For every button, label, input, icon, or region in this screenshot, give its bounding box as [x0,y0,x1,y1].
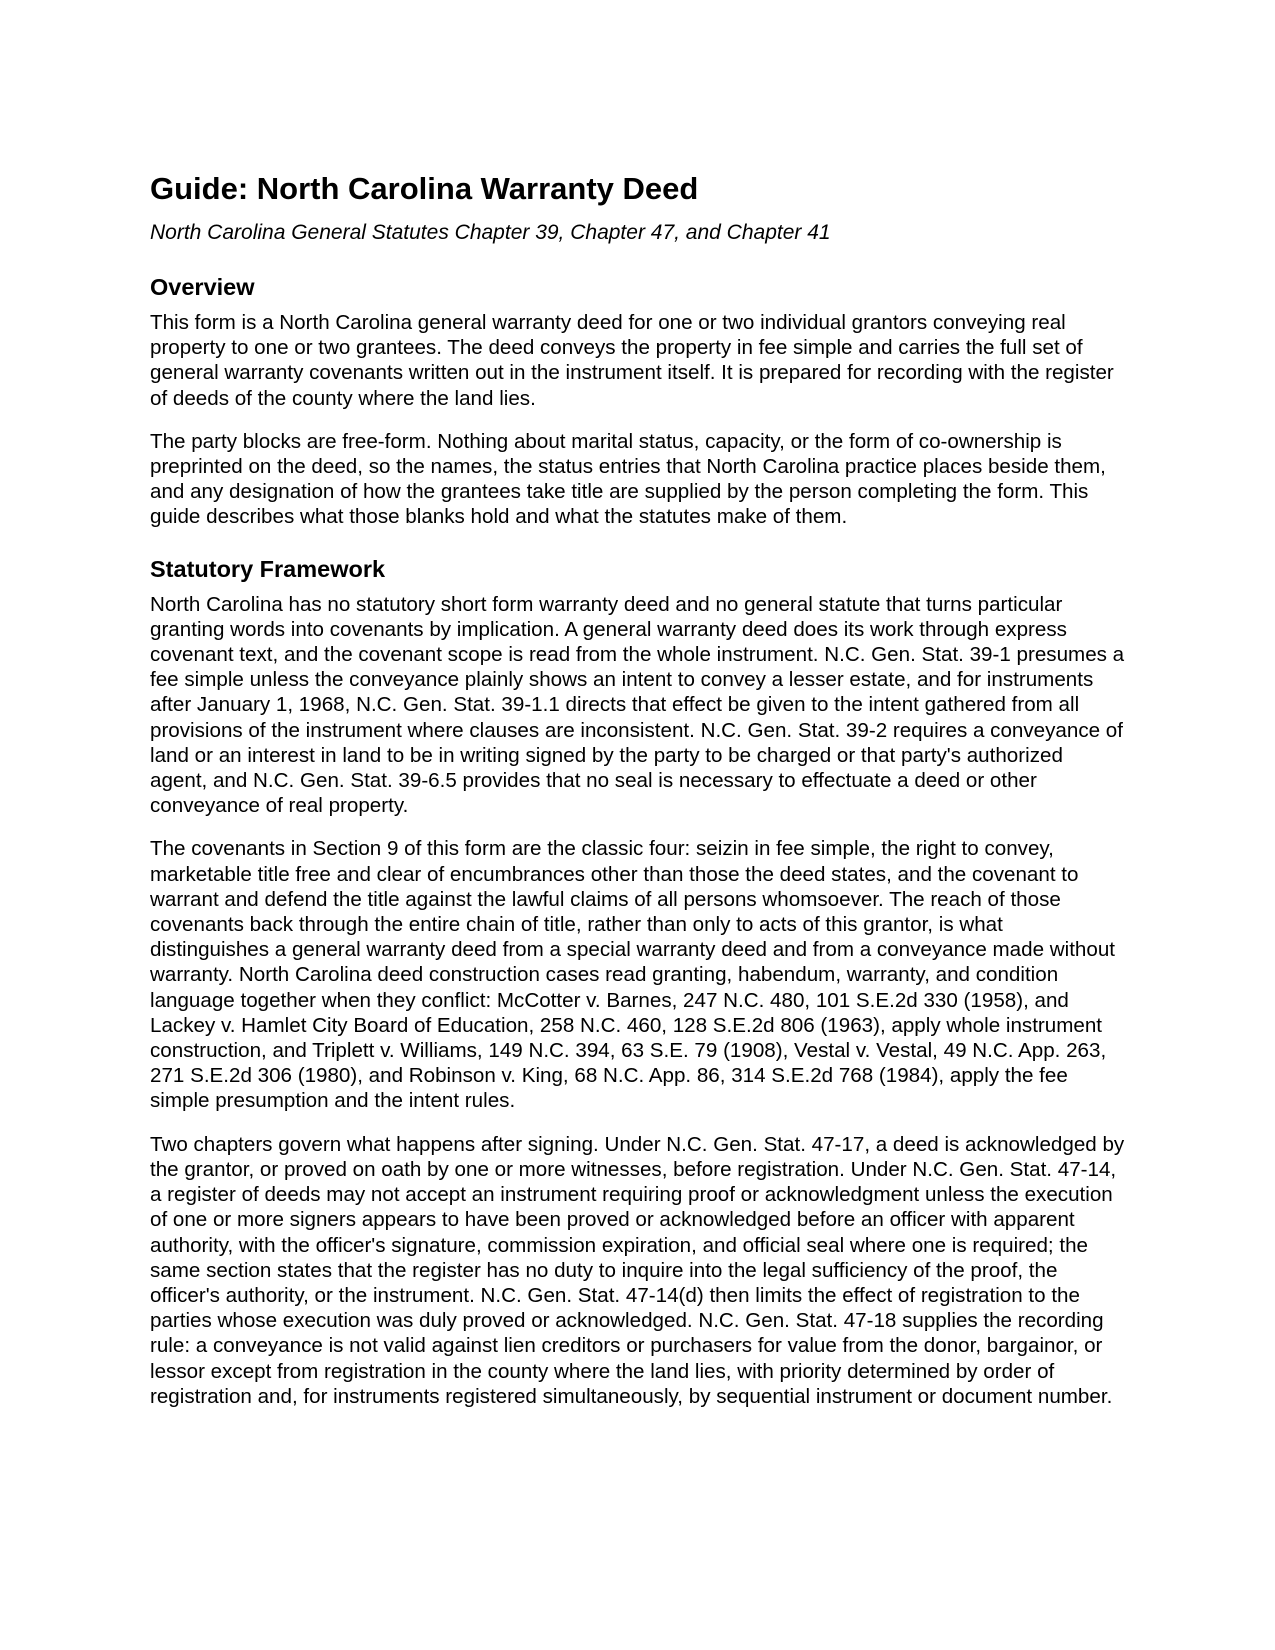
framework-paragraph-1: North Carolina has no statutory short form warranty deed and no general statute that turns particular granting words into covenants by implication. A general warranty deed does its work through express covenant text, and the covenant scope is read from the whole instrument. N.C. Gen. Stat. 39-1 presumes a fee simple unless the conveyance plainly shows an intent to convey a lesser estate, and for instruments after January 1, 1968, N.C. Gen. Stat. 39-1.1 directs that effect be given to the intent gathered from all provisions of the instrument where clauses are inconsistent. N.C. Gen. Stat. 39-2 requires a conveyance of land or an interest in land to be in writing signed by the party to be charged or that party's authorized agent, and N.C. Gen. Stat. 39-6.5 provides that no seal is necessary to effectuate a deed or other conveyance of real property. [150,592,1125,818]
document-title: Guide: North Carolina Warranty Deed [150,171,699,206]
overview-paragraph-2: The party blocks are free-form. Nothing about marital status, capacity, or the form of co-ownership is preprinted on the deed, so the names, the status entries that North Carolina practice places beside them, and any designation of how the grantees take title are supplied by the person completing the form. This guide describes what those blanks hold and what the statutes make of them. [150,429,1106,529]
document-page [150,170,1125,1409]
section-heading-overview: Overview [150,274,255,300]
section-heading-statutory-framework: Statutory Framework [150,555,386,582]
document-subtitle: North Carolina General Statutes Chapter 39, Chapter 47, and Chapter 41 [150,221,831,244]
framework-paragraph-3: Two chapters govern what happens after signing. Under N.C. Gen. Stat. 47-17, a deed is acknowledged by the grantor, or proved on oath by one or more witnesses, before registration. Under N.C. Gen. Stat. 47-14, a register of deeds may not accept an instrument requiring proof or acknowledgment unless the execution of one or more signers appears to have been proved or acknowledged before an officer with apparent authority, with the officer's signature, commission expiration, and official seal where one is required; the same section states that the register has no duty to inquire into the legal sufficiency of the proof, the officer's authority, or the instrument. N.C. Gen. Stat. 47-14(d) then limits the effect of registration to the parties whose execution was duly proved or acknowledged. N.C. Gen. Stat. 47-18 supplies the recording rule: a conveyance is not valid against lien creditors or purchasers for value from the donor, bargainor, or lessor except from registration in the county where the land lies, with priority determined by order of registration and, for instruments registered simultaneously, by sequential instrument or document number. [150,1132,1125,1408]
framework-paragraph-2: The covenants in Section 9 of this form are the classic four: seizin in fee simple, the right to convey, marketable title free and clear of encumbrances other than those the deed states, and the covenant to warrant and defend the title against the lawful claims of all persons whomsoever. The reach of those covenants back through the entire chain of title, rather than only to acts of this grantor, is what distinguishes a general warranty deed from a special warranty deed and from a conveyance made without warranty. North Carolina deed construction cases read granting, habendum, warranty, and condition language together when they conflict: McCotter v. Barnes, 247 N.C. 480, 101 S.E.2d 330 (1958), and Lackey v. Hamlet City Board of Education, 258 N.C. 460, 128 S.E.2d 806 (1963), apply whole instrument construction, and Triplett v. Williams, 149 N.C. 394, 63 S.E. 79 (1908), Vestal v. Vestal, 49 N.C. App. 263, 271 S.E.2d 306 (1980), and Robinson v. King, 68 N.C. App. 86, 314 S.E.2d 768 (1984), apply the fee simple presumption and the intent rules. [150,837,1116,1113]
overview-paragraph-1: This form is a North Carolina general warranty deed for one or two individual grantors conveying real property to one or two grantees. The deed conveys the property in fee simple and carries the full set of general warranty covenants written out in the instrument itself. It is prepared for recording with the register of deeds of the county where the land lies. [150,311,1114,410]
